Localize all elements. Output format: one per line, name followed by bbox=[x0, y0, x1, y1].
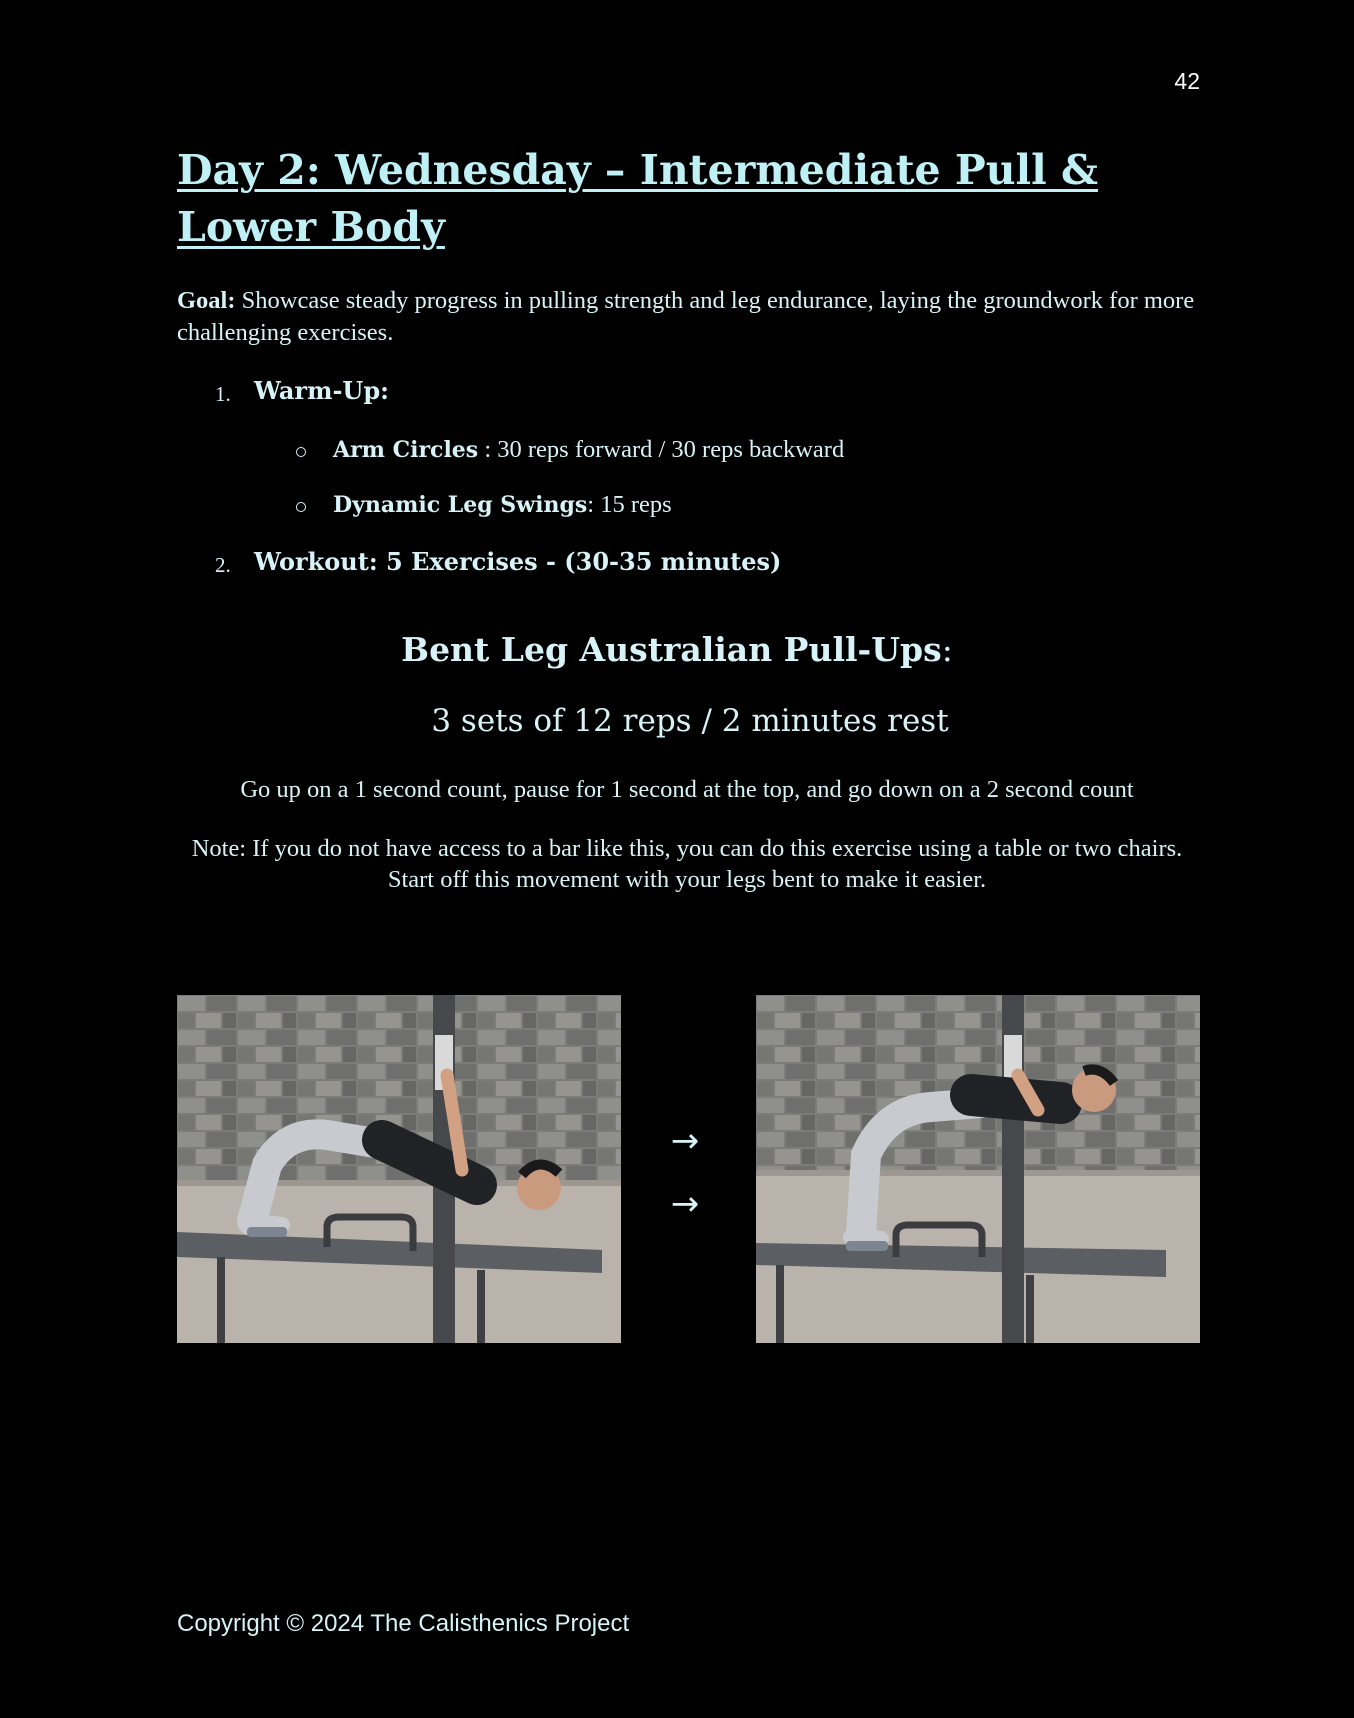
copyright-footer: Copyright © 2024 The Calisthenics Project bbox=[177, 1610, 630, 1637]
page-title: Day 2: Wednesday – Intermediate Pull & Lower Body bbox=[177, 146, 1098, 251]
warmup-item-leg-swings bbox=[333, 491, 672, 519]
warmup-item-name: Arm Circles bbox=[333, 437, 479, 463]
bullet-icon bbox=[296, 502, 306, 512]
warmup-item-detail: : 15 reps bbox=[587, 491, 672, 518]
list-label-workout: Workout: 5 Exercises - (30-35 minutes) bbox=[254, 547, 782, 576]
goal-label: Goal: bbox=[177, 287, 236, 314]
list-number-1: 1. bbox=[215, 382, 231, 406]
exercise-note: Note: If you do not have access to a bar like this, you can do this exercise using a table or two chairs. Start off this movement with your legs bent to make it easier. bbox=[191, 835, 1183, 893]
goal-paragraph bbox=[177, 285, 1197, 349]
arrow-right-icon: → bbox=[670, 1184, 700, 1224]
arrow-right-icon: → bbox=[670, 1121, 700, 1161]
warmup-item-arm-circles bbox=[333, 436, 844, 464]
exercise-name: Bent Leg Australian Pull-Ups bbox=[401, 630, 942, 669]
exercise-tempo: Go up on a 1 second count, pause for 1 second at the top, and go down on a 2 second count bbox=[240, 776, 1134, 803]
bullet-icon bbox=[296, 447, 306, 457]
exercise-sets: 3 sets of 12 reps / 2 minutes rest bbox=[431, 703, 949, 739]
warmup-item-detail: : 30 reps forward / 30 reps backward bbox=[478, 436, 845, 463]
warmup-item-name: Dynamic Leg Swings bbox=[333, 492, 588, 518]
exercise-photo-top bbox=[756, 995, 1200, 1343]
list-label-warm-up: Warm-Up: bbox=[254, 376, 389, 405]
goal-text: Showcase steady progress in pulling strength and leg endurance, laying the groundwork for more challenging exercises. bbox=[177, 287, 1195, 346]
list-number-2: 2. bbox=[215, 553, 231, 577]
exercise-colon: : bbox=[941, 630, 953, 669]
page-number: 42 bbox=[1174, 68, 1200, 94]
exercise-photo-start bbox=[177, 995, 621, 1343]
exercise-title bbox=[0, 630, 1354, 669]
